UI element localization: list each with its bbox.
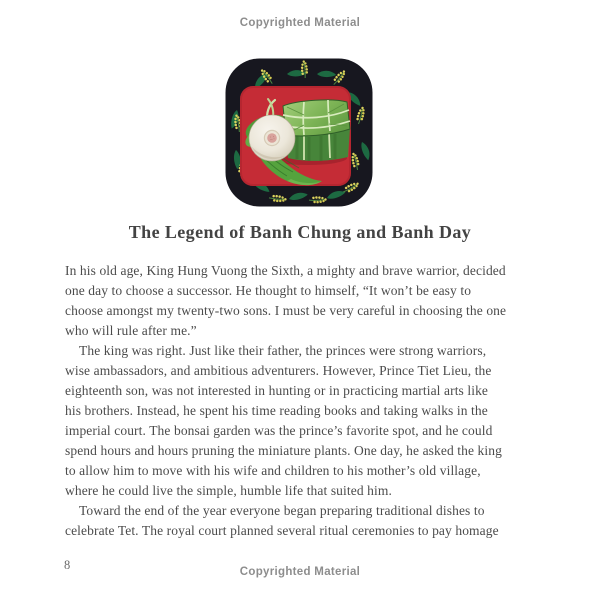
text-line: Toward the end of the year everyone began preparing traditional dishes to: [79, 503, 485, 518]
text-line: to allow him to move with his wife and children to his mother’s old village,: [65, 463, 481, 478]
copyright-notice-bottom: Copyrighted Material: [239, 566, 361, 578]
text-line: wise ambassadors, and ambitious adventurers. However, Prince Tiet Lieu, the: [65, 363, 492, 378]
text-line: eighteenth son, was not interested in hunting or in practicing martial arts like: [65, 383, 489, 398]
text-line: who will rule after me.”: [65, 323, 197, 338]
plate-artwork-svg: [225, 58, 373, 207]
banh-chung-plate-illustration: [225, 58, 373, 207]
chapter-title: The Legend of Banh Chung and Banh Day: [128, 222, 472, 242]
copyright-notice-top: Copyrighted Material: [239, 17, 361, 29]
text-line: spend hours and hours pruning the miniature plants. One day, he asked the king: [65, 443, 502, 458]
text-line: one day to choose a successor. He thought to himself, “It won’t be easy to: [65, 283, 472, 298]
text-line: imperial court. The bonsai garden was the prince’s favorite spot, and he could: [65, 423, 493, 438]
text-line: his brothers. Instead, he spent his time reading books and taking walks in the: [65, 403, 488, 418]
text-line: The king was right. Just like their father, the princes were strong warriors,: [79, 343, 487, 358]
story-text: [65, 261, 545, 541]
page-number: 8: [64, 558, 71, 572]
text-line: where he could live the simple, humble life that suited him.: [65, 483, 392, 498]
text-line: choose amongst my twenty-two sons. I must be very careful in choosing the one: [65, 303, 507, 318]
text-line: In his old age, King Hung Vuong the Sixth, a mighty and brave warrior, decided: [65, 263, 506, 278]
text-line: celebrate Tet. The royal court planned several ritual ceremonies to pay homage: [65, 523, 499, 538]
